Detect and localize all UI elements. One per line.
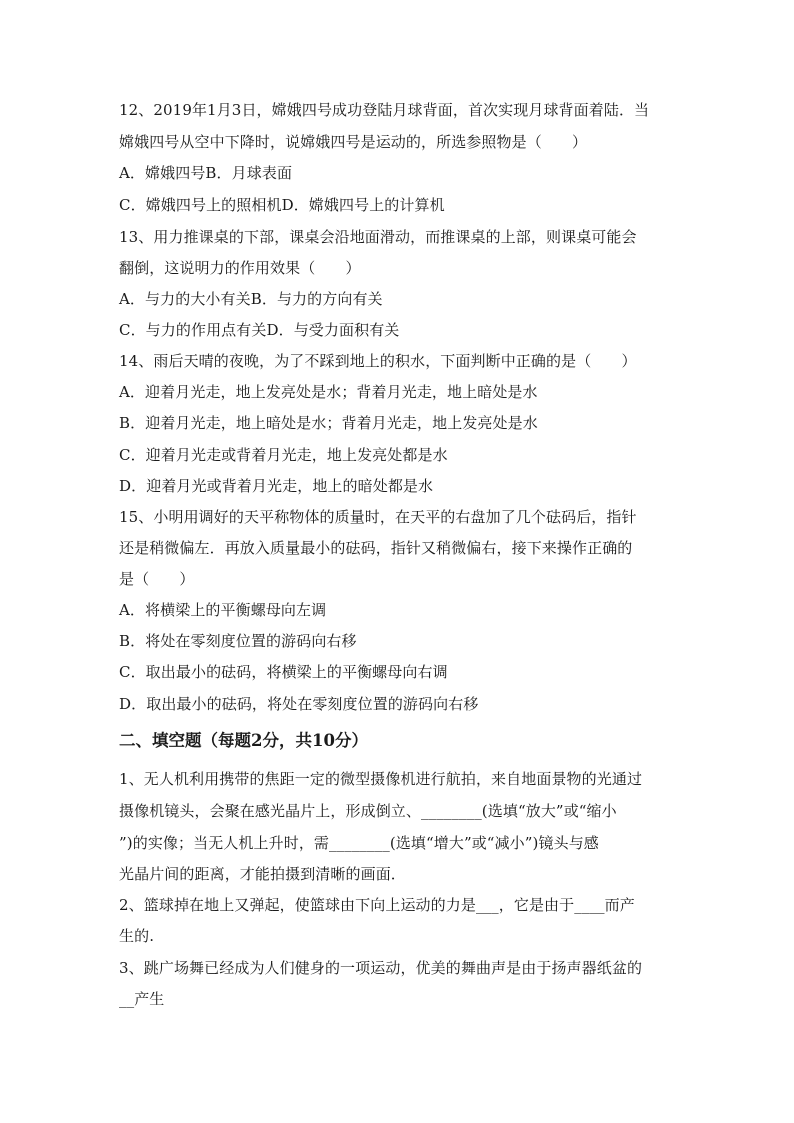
question-14-option-d: D．迎着月光或背着月光走，地上的暗处都是水	[119, 477, 434, 495]
question-13-stem-line-1: 13、用力推课桌的下部，课桌会沿地面滑动，而推课桌的上部，则课桌可能会	[119, 228, 637, 246]
fill-3-line-1: 3、跳广场舞已经成为人们健身的一项运动，优美的舞曲声是由于扬声器纸盆的	[119, 959, 643, 977]
question-12-option-cd: C．嫦娥四号上的照相机D．嫦娥四号上的计算机	[119, 196, 445, 214]
question-12-stem-line-1: 12、2019年1月3日，嫦娥四号成功登陆月球背面，首次实现月球背面着陆．当	[119, 101, 650, 119]
fill-1-line-1: 1、无人机利用携带的焦距一定的微型摄像机进行航拍，来自地面景物的光通过	[119, 770, 643, 788]
question-15-stem-line-2: 还是稍微偏左．再放入质量最小的砝码，指针又稍微偏右，接下来操作正确的	[119, 539, 633, 557]
question-14-option-c: C．迎着月光走或背着月光走，地上发亮处都是水	[119, 446, 448, 464]
question-13-option-ab: A．与力的大小有关B．与力的方向有关	[119, 290, 383, 308]
question-14-stem: 14、雨后天晴的夜晚，为了不踩到地上的积水，下面判断中正确的是（ ）	[119, 352, 637, 370]
question-15-stem-line-1: 15、小明用调好的天平称物体的质量时，在天平的右盘加了几个砝码后，指针	[119, 508, 637, 526]
fill-3-line-2: __产生	[119, 990, 165, 1008]
fill-1-line-4: 光晶片间的距离，才能拍摄到清晰的画面．	[119, 865, 406, 883]
fill-2-line-2: 生的.	[119, 927, 155, 945]
question-15-option-b: B．将处在零刻度位置的游码向右移	[119, 632, 357, 650]
question-15-option-a: A．将横梁上的平衡螺母向左调	[119, 601, 327, 619]
question-12-option-ab: A．嫦娥四号B．月球表面	[119, 164, 293, 182]
question-14-option-a: A．迎着月光走，地上发亮处是水；背着月光走，地上暗处是水	[119, 383, 538, 401]
question-15-option-d: D．取出最小的砝码，将处在零刻度位置的游码向右移	[119, 695, 479, 713]
question-15-option-c: C．取出最小的砝码，将横梁上的平衡螺母向右调	[119, 663, 448, 681]
question-13-option-cd: C．与力的作用点有关D．与受力面积有关	[119, 321, 400, 339]
question-12-stem-line-2: 嫦娥四号从空中下降时，说嫦娥四号是运动的，所选参照物是（ ）	[119, 133, 588, 151]
question-14-option-b: B．迎着月光走，地上暗处是水；背着月光走，地上发亮处是水	[119, 414, 538, 432]
fill-1-line-2: 摄像机镜头，会聚在感光晶片上，形成倒立、________(选填“放大”或“缩小	[119, 802, 617, 820]
fill-2-line-1: 2、篮球掉在地上又弹起，使篮球由下向上运动的力是___，它是由于____而产	[119, 896, 635, 914]
question-15-stem-line-3: 是（ ）	[119, 570, 195, 588]
fill-1-line-3: ”)的实像；当无人机上升时，需________(选填“增大”或“减小”)镜头与感	[119, 834, 599, 852]
question-13-stem-line-2: 翻倒，这说明力的作用效果（ ）	[119, 259, 361, 277]
section-heading-fill-in: 二、填空题（每题2分，共10分）	[119, 731, 368, 750]
